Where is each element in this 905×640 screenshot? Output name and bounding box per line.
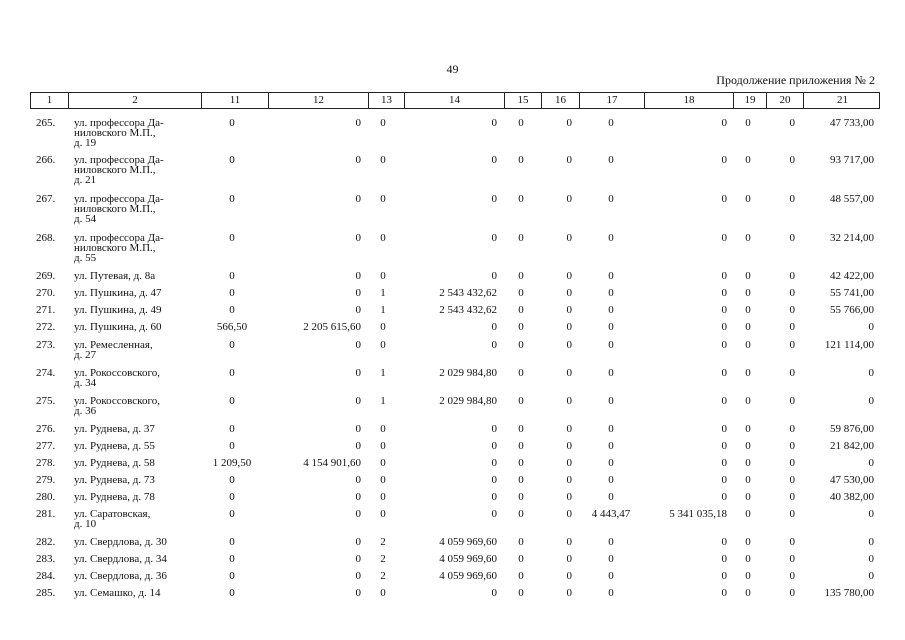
address-cell: ул. профессора Да- ниловского М.П., д. 19	[74, 117, 164, 149]
cell-col-19: 0	[745, 232, 751, 244]
cell-col-14: 0	[491, 508, 497, 520]
cell-col-18: 0	[721, 491, 727, 503]
cell-col-11: 0	[229, 508, 235, 520]
row-number: 276.	[36, 423, 56, 435]
row-number: 270.	[36, 287, 56, 299]
cell-col-14: 2 029 984,80	[439, 395, 497, 407]
cell-col-14: 0	[491, 154, 497, 166]
address-cell: ул. Руднева, д. 78	[74, 491, 155, 503]
cell-col-21: 0	[868, 536, 874, 548]
cell-col-14: 0	[491, 457, 497, 469]
cell-col-19: 0	[745, 440, 751, 452]
header-col-15: 15	[504, 93, 541, 108]
cell-col-16: 0	[566, 321, 572, 333]
cell-col-19: 0	[745, 321, 751, 333]
cell-col-15: 0	[518, 570, 524, 582]
cell-col-17: 0	[608, 570, 614, 582]
address-cell: ул. Саратовская, д. 10	[74, 508, 151, 530]
cell-col-15: 0	[518, 304, 524, 316]
address-cell: ул. Свердлова, д. 34	[74, 553, 167, 565]
cell-col-20: 0	[789, 287, 795, 299]
cell-col-16: 0	[566, 395, 572, 407]
address-cell: ул. Пушкина, д. 60	[74, 321, 162, 333]
cell-col-16: 0	[566, 474, 572, 486]
cell-col-18: 0	[721, 587, 727, 599]
cell-col-13: 0	[380, 423, 386, 435]
cell-col-11: 0	[229, 570, 235, 582]
cell-col-21: 0	[868, 508, 874, 520]
address-cell: ул. профессора Да- ниловского М.П., д. 54	[74, 193, 164, 225]
cell-col-21: 0	[868, 395, 874, 407]
row-number: 269.	[36, 270, 56, 282]
cell-col-18: 0	[721, 457, 727, 469]
cell-col-15: 0	[518, 508, 524, 520]
cell-col-20: 0	[789, 339, 795, 351]
cell-col-21: 93 717,00	[830, 154, 874, 166]
cell-col-19: 0	[745, 457, 751, 469]
cell-col-15: 0	[518, 232, 524, 244]
header-col-18: 18	[644, 93, 733, 108]
address-cell: ул. Семашко, д. 14	[74, 587, 161, 599]
cell-col-12: 0	[355, 587, 361, 599]
row-number: 277.	[36, 440, 56, 452]
row-number: 279.	[36, 474, 56, 486]
cell-col-16: 0	[566, 508, 572, 520]
cell-col-19: 0	[745, 193, 751, 205]
cell-col-16: 0	[566, 117, 572, 129]
cell-col-19: 0	[745, 339, 751, 351]
cell-col-17: 0	[608, 154, 614, 166]
cell-col-16: 0	[566, 587, 572, 599]
cell-col-12: 0	[355, 553, 361, 565]
cell-col-13: 1	[380, 287, 386, 299]
cell-col-19: 0	[745, 287, 751, 299]
cell-col-20: 0	[789, 553, 795, 565]
cell-col-20: 0	[789, 232, 795, 244]
cell-col-11: 1 209,50	[212, 457, 252, 469]
cell-col-18: 0	[721, 553, 727, 565]
cell-col-14: 4 059 969,60	[439, 536, 497, 548]
cell-col-14: 0	[491, 270, 497, 282]
header-col-16: 16	[541, 93, 579, 108]
cell-col-12: 0	[355, 339, 361, 351]
header-col-12: 12	[268, 93, 368, 108]
cell-col-16: 0	[566, 440, 572, 452]
cell-col-17: 0	[608, 491, 614, 503]
address-cell: ул. профессора Да- ниловского М.П., д. 55	[74, 232, 164, 264]
row-number: 285.	[36, 587, 56, 599]
cell-col-13: 0	[380, 491, 386, 503]
cell-col-21: 0	[868, 570, 874, 582]
cell-col-18: 0	[721, 321, 727, 333]
row-number: 273.	[36, 339, 56, 351]
cell-col-14: 0	[491, 491, 497, 503]
cell-col-17: 4 443,47	[591, 508, 631, 520]
cell-col-12: 0	[355, 232, 361, 244]
cell-col-15: 0	[518, 193, 524, 205]
cell-col-12: 0	[355, 395, 361, 407]
cell-col-14: 0	[491, 474, 497, 486]
cell-col-19: 0	[745, 395, 751, 407]
cell-col-20: 0	[789, 536, 795, 548]
cell-col-20: 0	[789, 154, 795, 166]
cell-col-20: 0	[789, 474, 795, 486]
cell-col-19: 0	[745, 367, 751, 379]
address-cell: ул. Рокоссовского, д. 34	[74, 367, 160, 389]
cell-col-15: 0	[518, 553, 524, 565]
cell-col-15: 0	[518, 270, 524, 282]
row-number: 275.	[36, 395, 56, 407]
cell-col-21: 0	[868, 457, 874, 469]
cell-col-13: 0	[380, 232, 386, 244]
cell-col-18: 0	[721, 536, 727, 548]
cell-col-16: 0	[566, 339, 572, 351]
cell-col-18: 0	[721, 423, 727, 435]
address-cell: ул. Пушкина, д. 47	[74, 287, 162, 299]
row-number: 266.	[36, 154, 56, 166]
cell-col-13: 0	[380, 193, 386, 205]
cell-col-21: 0	[868, 321, 874, 333]
cell-col-17: 0	[608, 193, 614, 205]
cell-col-21: 21 842,00	[830, 440, 874, 452]
cell-col-12: 0	[355, 423, 361, 435]
cell-col-21: 59 876,00	[830, 423, 874, 435]
cell-col-12: 0	[355, 270, 361, 282]
cell-col-12: 2 205 615,60	[303, 321, 361, 333]
cell-col-15: 0	[518, 536, 524, 548]
cell-col-14: 4 059 969,60	[439, 553, 497, 565]
cell-col-18: 0	[721, 440, 727, 452]
cell-col-15: 0	[518, 457, 524, 469]
header-col-17: 17	[579, 93, 644, 108]
cell-col-21: 0	[868, 553, 874, 565]
cell-col-16: 0	[566, 570, 572, 582]
address-cell: ул. Рокоссовского, д. 36	[74, 395, 160, 417]
cell-col-19: 0	[745, 553, 751, 565]
header-col-1: 1	[46, 94, 53, 106]
cell-col-12: 0	[355, 117, 361, 129]
cell-col-11: 0	[229, 553, 235, 565]
cell-col-14: 0	[491, 232, 497, 244]
cell-col-16: 0	[566, 536, 572, 548]
cell-col-13: 0	[380, 117, 386, 129]
cell-col-20: 0	[789, 457, 795, 469]
cell-col-20: 0	[789, 321, 795, 333]
header-col-21: 21	[803, 93, 881, 108]
table-header	[30, 92, 880, 109]
cell-col-17: 0	[608, 367, 614, 379]
header-col-13: 13	[368, 93, 404, 108]
cell-col-16: 0	[566, 154, 572, 166]
cell-col-15: 0	[518, 395, 524, 407]
address-cell: ул. Руднева, д. 37	[74, 423, 155, 435]
cell-col-15: 0	[518, 491, 524, 503]
cell-col-13: 0	[380, 457, 386, 469]
cell-col-17: 0	[608, 232, 614, 244]
cell-col-12: 0	[355, 287, 361, 299]
cell-col-14: 0	[491, 117, 497, 129]
cell-col-19: 0	[745, 474, 751, 486]
row-number: 268.	[36, 232, 56, 244]
cell-col-11: 0	[229, 270, 235, 282]
cell-col-19: 0	[745, 491, 751, 503]
cell-col-16: 0	[566, 304, 572, 316]
cell-col-13: 1	[380, 367, 386, 379]
address-cell: ул. Путевая, д. 8а	[74, 270, 156, 282]
cell-col-16: 0	[566, 193, 572, 205]
address-cell: ул. Руднева, д. 73	[74, 474, 155, 486]
cell-col-13: 0	[380, 474, 386, 486]
cell-col-12: 0	[355, 154, 361, 166]
address-cell: ул. Руднева, д. 58	[74, 457, 155, 469]
cell-col-20: 0	[789, 395, 795, 407]
cell-col-21: 55 766,00	[830, 304, 874, 316]
cell-col-14: 0	[491, 587, 497, 599]
cell-col-11: 0	[229, 536, 235, 548]
row-number: 284.	[36, 570, 56, 582]
cell-col-11: 0	[229, 423, 235, 435]
cell-col-17: 0	[608, 395, 614, 407]
cell-col-19: 0	[745, 587, 751, 599]
cell-col-19: 0	[745, 536, 751, 548]
row-number: 281.	[36, 508, 56, 520]
address-cell: ул. Пушкина, д. 49	[74, 304, 162, 316]
cell-col-18: 5 341 035,18	[669, 508, 727, 520]
cell-col-21: 32 214,00	[830, 232, 874, 244]
cell-col-18: 0	[721, 570, 727, 582]
cell-col-12: 4 154 901,60	[303, 457, 361, 469]
row-number: 274.	[36, 367, 56, 379]
cell-col-13: 0	[380, 587, 386, 599]
cell-col-16: 0	[566, 423, 572, 435]
cell-col-15: 0	[518, 287, 524, 299]
cell-col-11: 0	[229, 367, 235, 379]
cell-col-15: 0	[518, 339, 524, 351]
row-number: 272.	[36, 321, 56, 333]
cell-col-21: 121 114,00	[824, 339, 874, 351]
cell-col-11: 566,50	[216, 321, 248, 333]
address-cell: ул. Ремесленная, д. 27	[74, 339, 153, 361]
cell-col-11: 0	[229, 193, 235, 205]
cell-col-16: 0	[566, 491, 572, 503]
cell-col-21: 0	[868, 367, 874, 379]
cell-col-20: 0	[789, 304, 795, 316]
cell-col-16: 0	[566, 287, 572, 299]
cell-col-14: 0	[491, 339, 497, 351]
cell-col-17: 0	[608, 587, 614, 599]
row-number: 280.	[36, 491, 56, 503]
cell-col-13: 1	[380, 304, 386, 316]
cell-col-18: 0	[721, 304, 727, 316]
cell-col-13: 0	[380, 508, 386, 520]
cell-col-21: 48 557,00	[830, 193, 874, 205]
cell-col-18: 0	[721, 232, 727, 244]
cell-col-15: 0	[518, 117, 524, 129]
row-number: 265.	[36, 117, 56, 129]
cell-col-13: 0	[380, 440, 386, 452]
cell-col-17: 0	[608, 536, 614, 548]
cell-col-15: 0	[518, 474, 524, 486]
cell-col-13: 0	[380, 270, 386, 282]
cell-col-13: 2	[380, 553, 386, 565]
cell-col-13: 2	[380, 536, 386, 548]
cell-col-18: 0	[721, 193, 727, 205]
cell-col-12: 0	[355, 440, 361, 452]
cell-col-17: 0	[608, 474, 614, 486]
cell-col-20: 0	[789, 193, 795, 205]
address-cell: ул. Руднева, д. 55	[74, 440, 155, 452]
cell-col-11: 0	[229, 339, 235, 351]
cell-col-18: 0	[721, 367, 727, 379]
cell-col-11: 0	[229, 287, 235, 299]
cell-col-18: 0	[721, 270, 727, 282]
cell-col-13: 0	[380, 154, 386, 166]
cell-col-11: 0	[229, 395, 235, 407]
cell-col-13: 0	[380, 321, 386, 333]
cell-col-19: 0	[745, 423, 751, 435]
row-number: 283.	[36, 553, 56, 565]
cell-col-15: 0	[518, 423, 524, 435]
cell-col-14: 4 059 969,60	[439, 570, 497, 582]
cell-col-14: 0	[491, 440, 497, 452]
cell-col-20: 0	[789, 491, 795, 503]
cell-col-21: 42 422,00	[830, 270, 874, 282]
cell-col-21: 135 780,00	[824, 587, 874, 599]
header-col-14: 14	[404, 93, 504, 108]
cell-col-19: 0	[745, 154, 751, 166]
address-cell: ул. профессора Да- ниловского М.П., д. 21	[74, 154, 164, 186]
cell-col-14: 0	[491, 321, 497, 333]
cell-col-18: 0	[721, 474, 727, 486]
address-cell: ул. Свердлова, д. 30	[74, 536, 167, 548]
cell-col-15: 0	[518, 587, 524, 599]
cell-col-14: 0	[491, 193, 497, 205]
cell-col-11: 0	[229, 474, 235, 486]
cell-col-20: 0	[789, 367, 795, 379]
cell-col-12: 0	[355, 193, 361, 205]
cell-col-12: 0	[355, 508, 361, 520]
cell-col-16: 0	[566, 232, 572, 244]
cell-col-11: 0	[229, 304, 235, 316]
cell-col-19: 0	[745, 570, 751, 582]
cell-col-19: 0	[745, 270, 751, 282]
cell-col-12: 0	[355, 304, 361, 316]
cell-col-17: 0	[608, 457, 614, 469]
cell-col-12: 0	[355, 367, 361, 379]
cell-col-13: 1	[380, 395, 386, 407]
cell-col-12: 0	[355, 536, 361, 548]
row-number: 278.	[36, 457, 56, 469]
cell-col-18: 0	[721, 395, 727, 407]
cell-col-16: 0	[566, 553, 572, 565]
cell-col-14: 2 543 432,62	[439, 304, 497, 316]
cell-col-17: 0	[608, 440, 614, 452]
cell-col-18: 0	[721, 117, 727, 129]
cell-col-17: 0	[608, 117, 614, 129]
cell-col-14: 2 543 432,62	[439, 287, 497, 299]
cell-col-15: 0	[518, 321, 524, 333]
row-number: 271.	[36, 304, 56, 316]
cell-col-20: 0	[789, 570, 795, 582]
cell-col-21: 47 530,00	[830, 474, 874, 486]
cell-col-19: 0	[745, 117, 751, 129]
header-col-19: 19	[733, 93, 766, 108]
cell-col-12: 0	[355, 491, 361, 503]
cell-col-11: 0	[229, 154, 235, 166]
page-number: 49	[446, 62, 459, 76]
cell-col-16: 0	[566, 457, 572, 469]
cell-col-20: 0	[789, 440, 795, 452]
header-col-11: 11	[201, 93, 268, 108]
cell-col-12: 0	[355, 474, 361, 486]
cell-col-13: 0	[380, 339, 386, 351]
cell-col-11: 0	[229, 440, 235, 452]
cell-col-16: 0	[566, 270, 572, 282]
cell-col-18: 0	[721, 154, 727, 166]
cell-col-17: 0	[608, 304, 614, 316]
cell-col-17: 0	[608, 287, 614, 299]
cell-col-17: 0	[608, 321, 614, 333]
cell-col-11: 0	[229, 587, 235, 599]
cell-col-21: 55 741,00	[830, 287, 874, 299]
header-col-2: 2	[68, 93, 201, 108]
cell-col-16: 0	[566, 367, 572, 379]
cell-col-20: 0	[789, 270, 795, 282]
cell-col-17: 0	[608, 423, 614, 435]
continuation-note: Продолжение приложения № 2	[716, 73, 875, 87]
row-number: 282.	[36, 536, 56, 548]
cell-col-15: 0	[518, 367, 524, 379]
cell-col-17: 0	[608, 553, 614, 565]
cell-col-11: 0	[229, 232, 235, 244]
cell-col-20: 0	[789, 423, 795, 435]
cell-col-17: 0	[608, 339, 614, 351]
cell-col-14: 2 029 984,80	[439, 367, 497, 379]
row-number: 267.	[36, 193, 56, 205]
cell-col-19: 0	[745, 304, 751, 316]
cell-col-18: 0	[721, 339, 727, 351]
cell-col-15: 0	[518, 440, 524, 452]
cell-col-12: 0	[355, 570, 361, 582]
cell-col-20: 0	[789, 117, 795, 129]
cell-col-20: 0	[789, 508, 795, 520]
cell-col-13: 2	[380, 570, 386, 582]
cell-col-20: 0	[789, 587, 795, 599]
cell-col-19: 0	[745, 508, 751, 520]
cell-col-11: 0	[229, 491, 235, 503]
cell-col-15: 0	[518, 154, 524, 166]
cell-col-11: 0	[229, 117, 235, 129]
address-cell: ул. Свердлова, д. 36	[74, 570, 167, 582]
header-col-20: 20	[766, 93, 803, 108]
cell-col-17: 0	[608, 270, 614, 282]
cell-col-18: 0	[721, 287, 727, 299]
cell-col-21: 40 382,00	[830, 491, 874, 503]
cell-col-14: 0	[491, 423, 497, 435]
cell-col-21: 47 733,00	[830, 117, 874, 129]
